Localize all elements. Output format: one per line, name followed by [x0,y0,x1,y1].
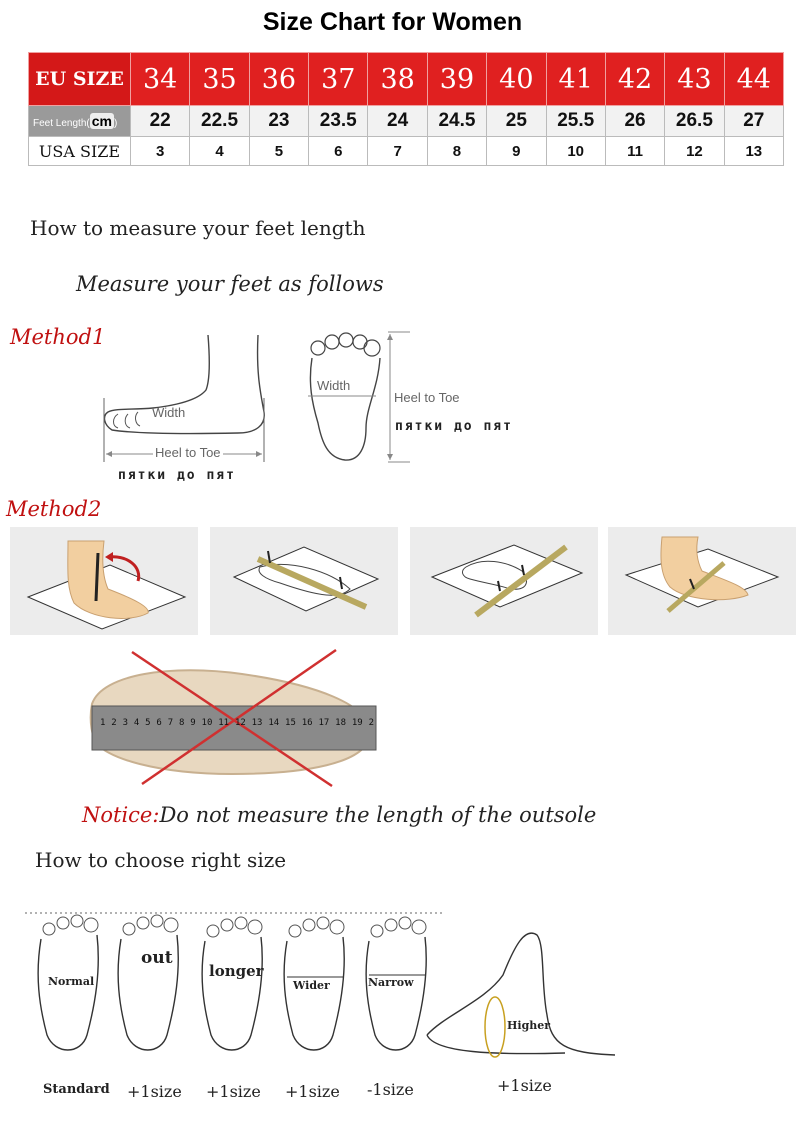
feet-length-cell: 24 [368,106,427,137]
ruler-number: 12 [234,718,246,728]
usa-size-cell: 5 [249,137,308,166]
notice-prefix: Notice: [82,803,160,827]
ruler-number: 9 [190,718,196,728]
usa-size-cell: 8 [427,137,486,166]
foot-higher-size: +1size [497,1076,552,1095]
foot-standard-size: Standard [43,1082,110,1097]
feet-length-label-text: Feet Length [33,118,87,129]
feet-length-cell: 22 [131,106,190,137]
choose-heading: How to choose right size [35,848,287,872]
feet-length-cell: 23 [249,106,308,137]
ruler-number: 11 [218,718,230,728]
foot-longer-size: +1size [206,1082,261,1101]
eu-size-cell: 41 [546,53,605,106]
foot-narrow-size: -1size [367,1080,414,1099]
measure-heading: How to measure your feet length [30,216,366,240]
ruler-number: 5 [145,718,151,728]
method2-label: Method2 [6,497,102,521]
ruler-number: 7 [167,718,174,728]
usa-size-row [29,137,784,166]
usa-size-cell: 4 [190,137,249,166]
method2-step3-image [410,527,598,635]
eu-size-cell: 37 [309,53,368,106]
ruler-number: 1 [100,718,106,728]
notice-line [82,803,596,827]
eu-size-label: EU SIZE [29,53,131,106]
method2-step1-image [10,527,198,635]
side-width-label: Width [152,405,186,420]
foot-out-size: +1size [127,1082,182,1101]
foot-wider-label: Wider [293,979,330,992]
feet-length-cell: 25.5 [546,106,605,137]
eu-size-cell: 43 [665,53,724,106]
usa-size-cell: 9 [487,137,546,166]
top-heel-toe-label: Heel to Toe [394,390,460,405]
feet-length-cell: 25 [487,106,546,137]
feet-length-cell: 27 [724,106,783,137]
usa-size-cell: 6 [309,137,368,166]
foot-narrow-label: Narrow [368,976,414,989]
outsole-ruler-image [82,644,382,789]
page-title: Size Chart for Women [262,8,523,36]
feet-length-label: Feet Length( cm ) [29,106,131,137]
eu-size-cell: 38 [368,53,427,106]
foot-normal-label: Normal [48,975,95,988]
usa-size-label: USA SIZE [29,137,131,166]
eu-size-cell: 40 [487,53,546,106]
ruler-number: 2 [111,718,117,728]
ruler-number: 10 [201,718,213,728]
top-cyrillic-label: пятки до пят [395,419,513,434]
feet-length-cell: 26 [605,106,664,137]
usa-size-cell: 10 [546,137,605,166]
ruler-number: 18 [335,718,346,728]
foot-higher-label: Higher [507,1019,551,1032]
eu-size-cell: 44 [724,53,783,106]
ruler-numbers [100,718,374,758]
ruler-number: 15 [285,718,296,728]
usa-size-cell: 11 [605,137,664,166]
side-heel-toe-label: Heel to Toe [155,445,221,460]
feet-length-row [29,106,784,137]
method2-step2-image [210,527,398,635]
feet-length-cell: 22.5 [190,106,249,137]
usa-size-cell: 3 [131,137,190,166]
method1-label: Method1 [10,325,106,349]
ruler-number: 6 [156,718,162,728]
eu-size-cell: 39 [427,53,486,106]
ruler-number: 17 [318,718,330,728]
ruler-number: 16 [301,718,313,728]
ruler-number: 13 [251,718,263,728]
usa-size-cell: 12 [665,137,724,166]
size-chart-table [28,52,784,166]
eu-size-cell: 36 [249,53,308,106]
feet-length-cell: 26.5 [665,106,724,137]
ruler-number: 4 [133,718,140,728]
ruler-number: 8 [178,718,185,728]
foot-out-label: out [141,948,173,968]
feet-length-cell: 23.5 [309,106,368,137]
notice-text: Do not measure the length of the outsole [159,803,597,827]
eu-size-row [29,53,784,106]
ruler-number: 3 [122,718,128,728]
method2-step4-image [608,527,796,635]
usa-size-cell: 13 [724,137,783,166]
ruler-number: 19 [351,718,363,728]
eu-size-cell: 34 [131,53,190,106]
feet-length-cell: 24.5 [427,106,486,137]
side-cyrillic-label: пятки до пят [118,468,236,483]
eu-size-cell: 35 [190,53,249,106]
eu-size-cell: 42 [605,53,664,106]
feet-length-unit: cm [91,113,112,129]
ruler-number: 14 [268,718,280,728]
ruler-number: 2 [368,718,374,728]
foot-longer-label: longer [209,962,264,980]
measure-subheading: Measure your feet as follows [76,272,384,296]
foot-wider-size: +1size [285,1082,340,1101]
usa-size-cell: 7 [368,137,427,166]
top-width-label: Width [317,378,351,393]
